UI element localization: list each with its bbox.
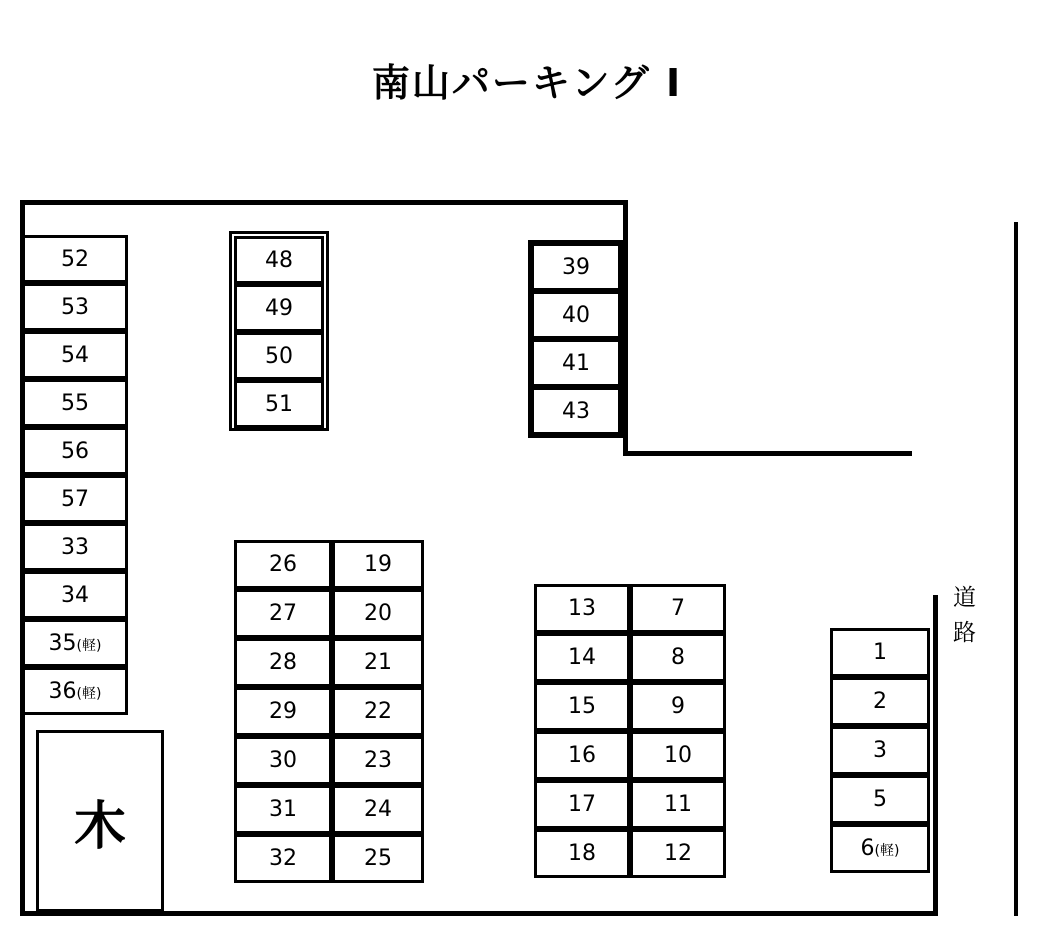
- stall-label: 36(軽): [48, 678, 102, 704]
- stall-label: 33: [61, 534, 89, 560]
- stall-51[interactable]: [234, 380, 324, 428]
- stall-32[interactable]: [234, 834, 332, 883]
- stall-3[interactable]: [830, 726, 930, 775]
- stall-label: 40: [562, 302, 590, 328]
- stall-label: 26: [269, 552, 297, 577]
- stall-label: 52: [61, 246, 89, 272]
- stall-26[interactable]: [234, 540, 332, 589]
- stall-36[interactable]: [22, 667, 128, 715]
- stall-label: 5: [873, 787, 887, 812]
- stall-31[interactable]: [234, 785, 332, 834]
- stall-label: 35(軽): [48, 630, 102, 656]
- stall-57[interactable]: [22, 475, 128, 523]
- stall-56[interactable]: [22, 427, 128, 475]
- stall-35[interactable]: [22, 619, 128, 667]
- stall-label: 22: [364, 699, 392, 724]
- stall-label: 16: [568, 743, 596, 768]
- stall-label: 55: [61, 390, 89, 416]
- stall-41[interactable]: [531, 339, 621, 387]
- stall-49[interactable]: [234, 284, 324, 332]
- stall-label: 15: [568, 694, 596, 719]
- stall-43[interactable]: [531, 387, 621, 435]
- stall-label: 23: [364, 748, 392, 773]
- stall-1[interactable]: [830, 628, 930, 677]
- stall-label: 19: [364, 552, 392, 577]
- page-title: 南山パーキング Ⅰ: [371, 61, 683, 105]
- stall-label: 41: [562, 350, 590, 376]
- stall-label: 13: [568, 596, 596, 621]
- stall-label: 53: [61, 294, 89, 320]
- stall-label: 2: [873, 689, 887, 714]
- stall-label: 43: [562, 398, 590, 424]
- stall-label: 56: [61, 438, 89, 464]
- stall-52[interactable]: [22, 235, 128, 283]
- stall-11[interactable]: [630, 780, 726, 829]
- stall-label: 20: [364, 601, 392, 626]
- stall-label: 57: [61, 486, 89, 512]
- stall-27[interactable]: [234, 589, 332, 638]
- stall-label: 34: [61, 582, 89, 608]
- stall-label: 50: [265, 343, 293, 369]
- stall-33[interactable]: [22, 523, 128, 571]
- stall-17[interactable]: [534, 780, 630, 829]
- stall-label: 9: [671, 694, 685, 719]
- stall-8[interactable]: [630, 633, 726, 682]
- stall-label: 11: [664, 792, 692, 817]
- stall-label: 10: [664, 743, 692, 768]
- stall-53[interactable]: [22, 283, 128, 331]
- stall-label: 8: [671, 645, 685, 670]
- stall-5[interactable]: [830, 775, 930, 824]
- tree-marker: [36, 730, 164, 912]
- stall-29[interactable]: [234, 687, 332, 736]
- stall-label: 27: [269, 601, 297, 626]
- lot-boundary-top: [20, 200, 628, 205]
- stall-label: 25: [364, 846, 392, 871]
- stall-label: 6(軽): [860, 836, 900, 861]
- stall-9[interactable]: [630, 682, 726, 731]
- stall-40[interactable]: [531, 291, 621, 339]
- stall-22[interactable]: [332, 687, 424, 736]
- stall-20[interactable]: [332, 589, 424, 638]
- stall-label: 29: [269, 699, 297, 724]
- stall-30[interactable]: [234, 736, 332, 785]
- stall-39[interactable]: [531, 243, 621, 291]
- stall-label: 54: [61, 342, 89, 368]
- stall-label: 21: [364, 650, 392, 675]
- stall-label: 24: [364, 797, 392, 822]
- stall-24[interactable]: [332, 785, 424, 834]
- stall-12[interactable]: [630, 829, 726, 878]
- stall-label: 28: [269, 650, 297, 675]
- stall-label: 39: [562, 254, 590, 280]
- stall-50[interactable]: [234, 332, 324, 380]
- stall-label: 48: [265, 247, 293, 273]
- stall-label: 12: [664, 841, 692, 866]
- stall-label: 51: [265, 391, 293, 417]
- stall-25[interactable]: [332, 834, 424, 883]
- stall-21[interactable]: [332, 638, 424, 687]
- stall-13[interactable]: [534, 584, 630, 633]
- stall-28[interactable]: [234, 638, 332, 687]
- stall-label: 14: [568, 645, 596, 670]
- stall-label: 17: [568, 792, 596, 817]
- stall-48[interactable]: [234, 236, 324, 284]
- lot-boundary-inner-horizontal: [623, 451, 912, 456]
- stall-label: 7: [671, 596, 685, 621]
- stall-23[interactable]: [332, 736, 424, 785]
- stall-6[interactable]: [830, 824, 930, 873]
- stall-label: 49: [265, 295, 293, 321]
- stall-label: 18: [568, 841, 596, 866]
- road-edge-line: [1014, 222, 1018, 916]
- stall-label: 31: [269, 797, 297, 822]
- lot-boundary-right: [933, 595, 938, 916]
- stall-16[interactable]: [534, 731, 630, 780]
- stall-label: 1: [873, 640, 887, 665]
- stall-10[interactable]: [630, 731, 726, 780]
- stall-19[interactable]: [332, 540, 424, 589]
- stall-15[interactable]: [534, 682, 630, 731]
- stall-label: 30: [269, 748, 297, 773]
- stall-55[interactable]: [22, 379, 128, 427]
- tree-label: 木: [73, 796, 126, 857]
- stall-18[interactable]: [534, 829, 630, 878]
- stall-label: 32: [269, 846, 297, 871]
- stall-34[interactable]: [22, 571, 128, 619]
- road-label: 道路: [949, 585, 975, 655]
- stall-label: 3: [873, 738, 887, 763]
- stall-2[interactable]: [830, 677, 930, 726]
- stall-54[interactable]: [22, 331, 128, 379]
- stall-7[interactable]: [630, 584, 726, 633]
- stall-14[interactable]: [534, 633, 630, 682]
